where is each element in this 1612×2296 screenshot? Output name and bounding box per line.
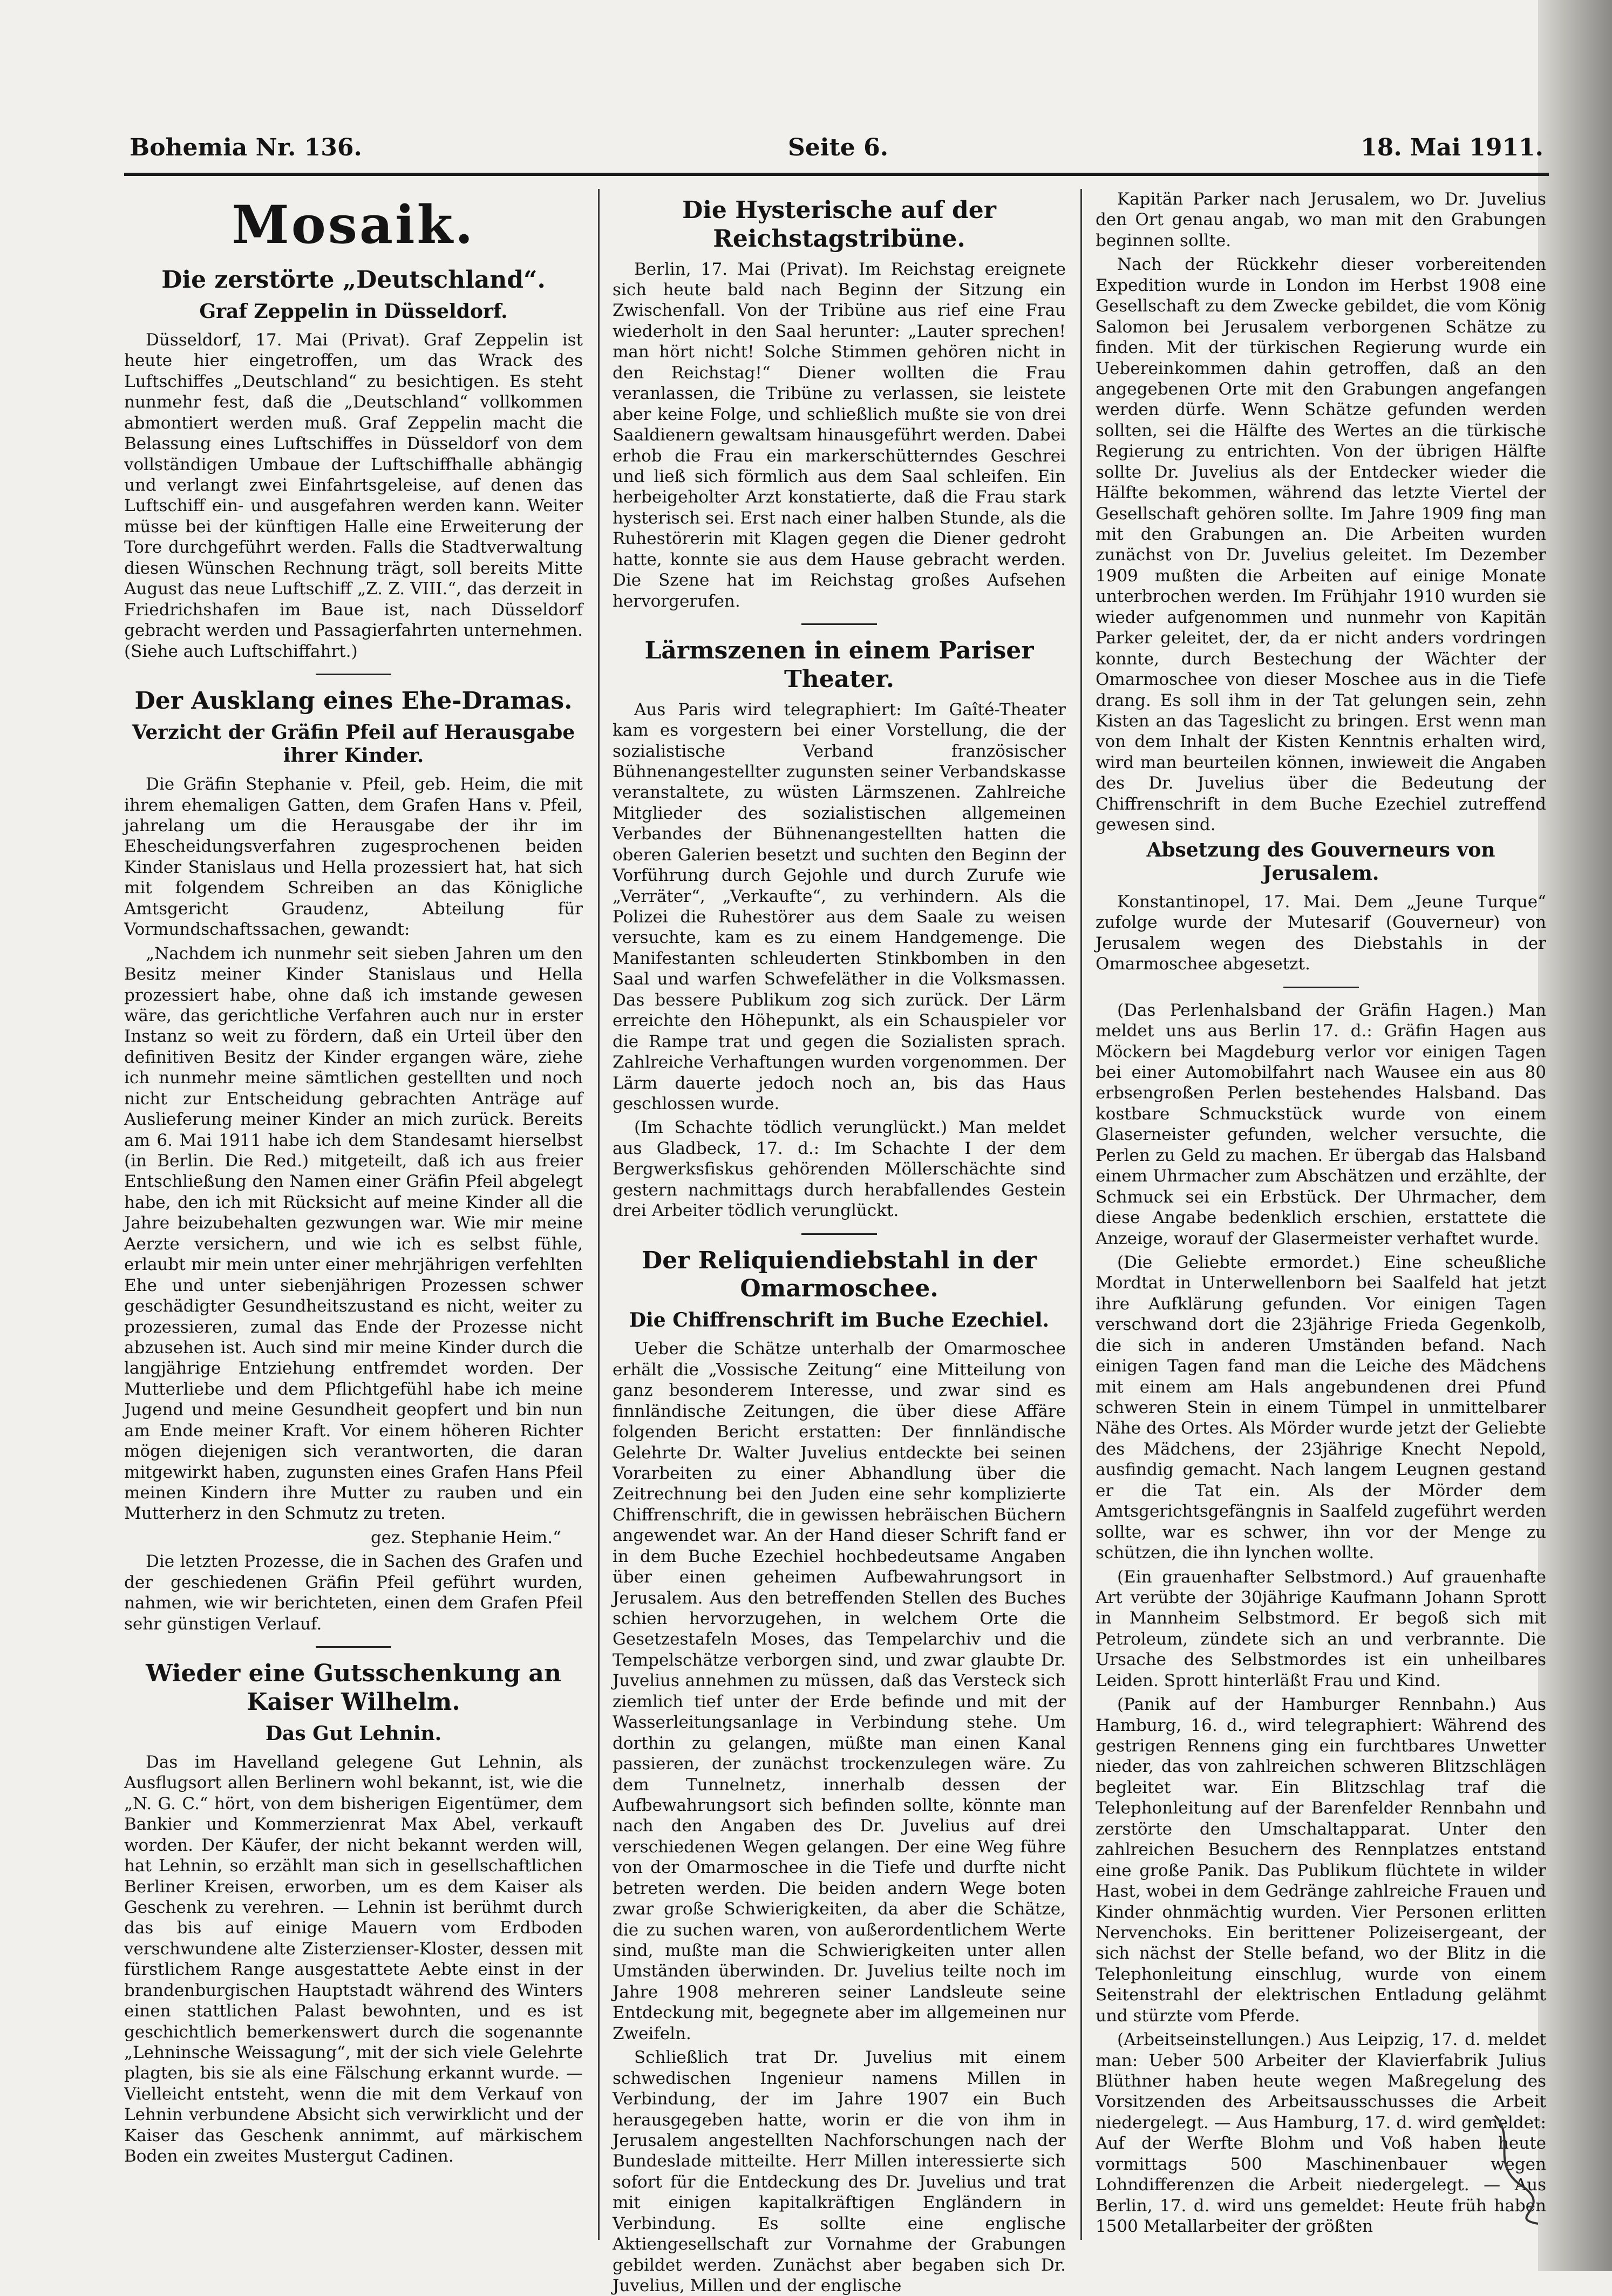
article-body: Kapitän Parker nach Jerusalem, wo Dr. Juvelius den Ort genau angab, wo man mit den Grabungen beginnen sollte. — [1096, 189, 1546, 250]
article-subtitle: Verzicht der Gräfin Pfeil auf Herausgabe ihrer Kinder. — [132, 721, 575, 767]
article-title: Der Reliquiendiebstahl in der Omarmoschee. — [642, 1246, 1037, 1303]
news-item: (Panik auf der Hamburger Rennbahn.) Aus Hamburg, 16. d., wird telegraphiert: Während des gestrigen Rennens ging ein furchtbares Unwetter nieder, das von zahlreichen schweren Blitzschlägen begleitet war. Ein Blitzschlag traf die Telephonleitung auf der Barenfelder Rennbahn und zerstörte den Umschaltapparat. Unter den zahlreichen Besuchern des Rennplatzes entstand eine große Panik. Das Publikum flüchtete in wilder Hast, wobei in dem Gedränge zahlreiche Frauen und Kinder ohnmächtig wurden. Vier Personen erlitten Nervenchoks. Ein berittener Polizeisergeant, der sich nächst der Stelle befand, wo der Blitz in die Telephonleitung einschlug, wurde von einem Seitenstrahl der elektrischen Entladung gelähmt und stürzte vom Pferde. — [1096, 1695, 1546, 2026]
article-title: Die zerstörte „Deutschland“. — [161, 266, 546, 294]
header-masthead: Bohemia Nr. 136. — [130, 134, 362, 161]
news-item: (Arbeitseinstellungen.) Aus Leipzig, 17. d. meldet man: Ueber 500 Arbeiter der Klavierfabrik Julius Blüthner haben heute wegen Maßregelung des Vorsitzenden des Arbeitsausschusses die Arbeit niedergelegt. — Aus Hamburg, 17. d. wird gemeldet: Auf der Werfte Blohm und Voß haben heute vormittags 500 Maschinenbauer wegen Lohndifferenzen die Arbeit niedergelegt. — Aus Berlin, 17. d. wird uns gemeldet: Heute früh haben 1500 Metallarbeiter der größten — [1096, 2030, 1546, 2237]
article-body: Das im Havelland gelegene Gut Lehnin, als Ausflugsort allen Berlinern wohl bekannt, ist, wie die „N. G. C.“ hört, von dem bisherigen Eigentümer, dem Bankier und Kommerzienrat Max Abel, verkauft worden. Der Käufer, der nicht bekannt werden will, hat Lehnin, so erzählt man sich in gesellschaftlichen Berliner Kreisen, erworben, um es dem Kaiser als Geschenk zu verehren. — Lehnin ist berühmt durch das bis auf einige Mauern vom Erdboden verschwundene alte Zisterzienser-Kloster, dessen mit fürstlichem Range ausgestattete Aebte einst in der brandenburgischen Hauptstadt während des Winters einen stattlichen Palast bewohnten, und es ist geschichtlich bemerkenswert durch die sogenannte „Lehninsche Weissagung“, mit der sich viele Gelehrte plagten, bis sie als eine Fälschung erkannt wurde. — Vielleicht entsteht, wenn die mit dem Verkauf von Lehnin verbundene Absicht sich verwirklicht und der Kaiser das Geschenk annimmt, auf märkischem Boden ein zweites Mustergut Cadinen. — [124, 1752, 583, 2166]
article-body: Schließlich trat Dr. Juvelius mit einem schwedischen Ingenieur namens Millen in Verbindung, der im Jahre 1907 ein Buch herausgegeben hatte, worin er die von ihm in Jerusalem angestellten Nachforschungen nach der Bundeslade mitteilte. Herr Millen interessierte sich sofort für die Entdeckung des Dr. Juvelius und trat mit einigen kapitalkräftigen Engländern in Verbindung. Es sollte eine englische Aktiengesellschaft zur Vornahme der Grabungen gebildet werden. Zunächst aber begaben sich Dr. Juvelius, Millen und der englische — [613, 2048, 1066, 2296]
article-body: Konstantinopel, 17. Mai. Dem „Jeune Turque“ zufolge wurde der Mutesarif (Gouverneur) von Jerusalem wegen des Diebstahls in der Omarmoschee abgesetzt. — [1096, 892, 1546, 974]
article-body: Nach der Rückkehr dieser vorbereitenden Expedition wurde in London im Herbst 1908 eine Gesellschaft zu dem Zwecke gebildet, die vom König Salomon bei Jerusalem verborgenen Schätze zu finden. Mit der türkischen Regierung wurde ein Uebereinkommen dahin getroffen, daß an den angegebenen Orte mit den Grabungen angefangen werden dürfe. Wenn Schätze gefunden werden sollten, sei die Hälfte des Wertes an die türkische Regierung zu entrichten. Von der übrigen Hälfte sollte Dr. Juvelius als der Entdecker wieder die Hälfte bekommen, während das letzte Viertel der Gesellschaft gehören sollte. Im Jahre 1909 fing man mit den Grabungen an. Die Arbeiten wurden zunächst von Dr. Juvelius geleitet. Im Dezember 1909 mußten die Arbeiten auf einige Monate unterbrochen werden. Im Frühjahr 1910 wurden sie wieder aufgenommen und nunmehr von Kapitän Parker geleitet, der, da er nicht anders vordringen konnte, durch Bestechung der Wächter der Omarmoschee von dieser Moschee aus in die Tiefe drang. Es soll ihm in der Tat gelungen sein, zehn Kisten an das Tageslicht zu bringen. Erst wenn man von dem Inhalt der Kisten Kenntnis erhalten wird, wird man beurteilen können, inwieweit die Angaben des Dr. Juvelius über die Bedeutung der Chiffrenschrift in dem Buche Ezechiel zutreffend gewesen sind. — [1096, 255, 1546, 835]
article-body: Düsseldorf, 17. Mai (Privat). Graf Zeppelin ist heute hier eingetroffen, um das Wrack des Luftschiffes „Deutschland“ zu besichtigen. Es steht nunmehr fest, daß die „Deutschland“ vollkommen abmontiert werden muß. Graf Zeppelin macht die Belassung eines Luftschiffes in Düsseldorf von dem vollständigen Umbaue der Luftschiffhalle abhängig und verlangt zwei Einfahrtsgeleise, auf denen das Luftschiff ein- und ausgefahren werden kann. Weiter müsse bei der künftigen Halle eine Erweiterung der Tore durchgeführt werden. Falls die Stadtverwaltung diesen Wünschen Rechnung trägt, soll bereits Mitte August das neue Luftschiff „Z. Z. VIII.“, das derzeit in Friedrichshafen im Baue ist, nach Düsseldorf gebracht werden und Passagierfahrten unternehmen. (Siehe auch Luftschiffahrt.) — [124, 330, 583, 661]
divider — [316, 1646, 391, 1648]
column-rule — [1080, 189, 1082, 2240]
article-title: Lärmszenen in einem Pariser Theater. — [644, 637, 1034, 693]
column-2 — [613, 189, 1066, 2296]
article-body: Berlin, 17. Mai (Privat). Im Reichstag ereignete sich heute bald nach Beginn der Sitzung ein Zwischenfall. Von der Tribüne aus rief eine Frau wiederholt in den Saal herunter: „Lauter sprechen! man hört nicht! Solche Stimmen gehören nicht in den Reichstag!“ Diener wollten die Frau veranlassen, die Tribüne zu verlassen, sie leistete aber keine Folge, und schließlich mußte sie von drei Saaldienern gewaltsam hinausgeführt werden. Dabei erhob die Frau ein markerschütterndes Geschrei und ließ sich förmlich aus dem Saal schleifen. Ein herbeigeholter Arzt konstatierte, daß die Frau stark hysterisch sei. Erst nach einer halben Stunde, als die Ruhestörerin mit Klagen gegen die Diener gedroht hatte, konnte sie aus dem Hause gebracht werden. Die Szene hat im Reichstag großes Aufsehen hervorgerufen. — [613, 259, 1066, 611]
newspaper-page — [124, 124, 1549, 2296]
signature: gez. Stephanie Heim.“ — [370, 1527, 561, 1547]
article-subtitle: Das Gut Lehnin. — [265, 1722, 442, 1745]
article-body: Aus Paris wird telegraphiert: Im Gaîté-Theater kam es vorgestern bei einer Vorstellung, die der sozialistische Verband französischer Bühnenangestellter zugunsten seiner Verbandskasse veranstaltete, zu wüsten Lärmszenen. Zahlreiche Mitglieder des sozialistischen allgemeinen Verbandes der Bühnenangestellten hatten die oberen Galerien besetzt und suchten den Beginn der Vorführung durch Gejohle und durch Zurufe wie „Verräter“, „Verkaufte“, zu verhindern. Als die Polizei die Ruhestörer aus dem Saale zu weisen versuchte, kam es zu einem Handgemenge. Die Manifestanten schleuderten Stinkbomben in den Saal und warfen Schwefeläther in die Volksmassen. Das bessere Publikum zog sich zurück. Der Lärm erreichte den Höhepunkt, als ein Schauspieler vor die Rampe trat und gegen die Sozialisten sprach. Zahlreiche Verhaftungen wurden vorgenommen. Der Lärm dauerte jedoch noch an, bis das Haus geschlossen wurde. — [613, 699, 1066, 1113]
handwritten-mark — [1484, 2105, 1549, 2229]
article-body: Ueber die Schätze unterhalb der Omarmoschee erhält die „Vossische Zeitung“ eine Mitteilung von ganz besonderem Interesse, und zwar sind es finnländische Zeitungen, die über diese Affäre folgenden Bericht erstatten: Der finnländische Gelehrte Dr. Walter Juvelius entdeckte bei seinen Vorarbeiten zu einer Abhandlung über die Zeitrechnung bei den Juden eine sehr komplizierte Chiffrenschrift, die in gewissen hebräischen Büchern angewendet war. An der Hand dieser Schrift fand er in dem Buche Ezechiel hochbedeutsame Angaben über einen geheimen Aufbewahrungsort in Jerusalem. Aus den betreffenden Stellen des Buches schien hervorzugehen, in welchem Orte die Gesetzestafeln Moses, das Tempelarchiv und die Tempelschätze verborgen sind, und zwar glaubte Dr. Juvelius annehmen zu müssen, daß das Versteck sich ziemlich tief unter der Erde befinde und mit der Wasserleitungsanlage in Verbindung stehe. Um dorthin zu gelangen, müßte man einen Kanal passieren, der zunächst trockenzulegen wäre. Zu dem Tunnelnetz, innerhalb dessen der Aufbewahrungsort sich befinden sollte, könnte man nach den Angaben des Dr. Juvelius auf drei verschiedenen Wegen gelangen. Der eine Weg führe von der Omarmoschee in die Tiefe und durfte nicht betreten werden. Die beiden andern Wege boten zwar große Schwierigkeiten, da aber die Schätze, die zu suchen waren, von außerordentlichem Werte sind, mußte man die Schwierigkeiten unter allen Umständen überwinden. Dr. Juvelius teilte noch im Jahre 1908 mehreren seiner Landsleute seine Entdeckung mit, begegnete aber im allgemeinen nur Zweifeln. — [613, 1339, 1066, 2043]
header-page-number: Seite 6. — [788, 134, 889, 161]
section-title: Mosaik. — [232, 194, 475, 255]
column-3 — [1096, 189, 1546, 2240]
divider — [801, 623, 877, 625]
news-item: (Die Geliebte ermordet.) Eine scheußliche Mordtat in Unterwellenborn bei Saalfeld hat jetzt ihre Aufklärung gefunden. Vor einigen Tagen verschwand dort die 23jährige Frieda Gegenkolb, die sich in anderen Umständen befand. Nach einigen Tagen fand man die Leiche des Mädchens mit einem am Hals angebundenen drei Pfund schweren Stein in einem Tümpel in unmittelbarer Nähe des Ortes. Als Mörder wurde jetzt der Geliebte des Mädchens, der 23jährige Knecht Nepold, ausfindig gemacht. Nach langem Leugnen gestand er die Tat ein. Als der Mörder dem Amtsgerichtsgefängnis in Saalfeld zugeführt werden sollte, war es schwer, ihn vor der Menge zu schützen, die ihn lynchen wollte. — [1096, 1252, 1546, 1563]
column-rule — [598, 189, 600, 2240]
article-subtitle: Graf Zeppelin in Düsseldorf. — [199, 300, 508, 323]
article-title: Die Hysterische auf der Reichstagstribüne. — [682, 196, 996, 253]
divider — [1283, 987, 1359, 988]
column-1 — [124, 189, 583, 2240]
article-body: „Nachdem ich nunmehr seit sieben Jahren um den Besitz meiner Kinder Stanislaus und Hella prozessiert habe, ohne daß ich imstande gewesen wäre, das gerichtliche Verfahren auch nur in erster Instanz so weit zu fördern, daß ein Urteil über den definitiven Besitz der Kinder ergangen wäre, ziehe ich nunmehr meine sämtlichen gestellten und noch nicht zur Entscheidung gebrachten Anträge auf Auslieferung meiner Kinder an mich zurück. Bereits am 6. Mai 1911 habe ich dem Standesamt hierselbst (in Berlin. Die Red.) mitgeteilt, daß ich aus freier Entschließung den Namen einer Gräfin Pfeil abgelegt habe, den ich mit Rücksicht auf meine Kinder all die Jahre beizubehalten gezwungen war. Wie mir meine Aerzte versichern, und wie ich es selbst fühle, erlaubt mir mein unter einer mehrjährigen verfehlten Ehe und unter siebenjährigen Prozessen schwer geschädigter Gesundheitszustand es nicht, weiter zu prozessieren, zumal das Ende der Prozesse nicht abzusehen ist. Auch sind mir meine Kinder durch die langjährige Entziehung entfremdet worden. Der Mutterliebe und dem Pflichtgefühl habe ich meine Jugend und meine Gesundheit geopfert und bin nun am Ende meiner Kraft. Vor einem höheren Richter mögen diejenigen sich verantworten, die daran mitgewirkt haben, zugunsten eines Grafen Hans Pfeil meinen Kindern ihre Mutter zu rauben und ein Mutterherz in den Schmutz zu treten. — [124, 943, 583, 1524]
divider — [801, 1233, 877, 1235]
article-subtitle: Die Chiffrenschrift im Buche Ezechiel. — [629, 1309, 1050, 1332]
news-item: (Das Perlenhalsband der Gräfin Hagen.) Man meldet uns aus Berlin 17. d.: Gräfin Hagen aus Möckern bei Magdeburg verlor vor einigen Tagen bei einer Automobilfahrt nach Wausee ein aus 80 erbsengroßen Perlen bestehendes Halsband. Das kostbare Schmuckstück wurde von einem Glaserneister gefunden, welcher versuchte, die Perlen zu Geld zu machen. Er übergab das Halsband einem Uhrmacher zum Abschätzen und erzählte, der Schmuck sei ein Erbstück. Der Uhrmacher, dem diese Angabe bedenklich erschien, erstattete die Anzeige, worauf der Glasermeister verhaftet wurde. — [1096, 1000, 1546, 1248]
scan-edge — [1538, 0, 1612, 2271]
header-date: 18. Mai 1911. — [1361, 134, 1543, 161]
article-title: Absetzung des Gouverneurs von Jerusalem. — [1146, 838, 1495, 885]
news-item: (Ein grauenhafter Selbstmord.) Auf grauenhafte Art verübte der 30jährige Kaufmann Johann Sprott in Mannheim Selbstmord. Er begoß sich mit Petroleum, zündete sich an und verbrannte. Die Ursache des Selbstmordes ist ein unheilbares Leiden. Sprott hinterläßt Frau und Kind. — [1096, 1567, 1546, 1690]
page-header — [124, 124, 1549, 176]
news-item: (Im Schachte tödlich verunglückt.) Man meldet aus Gladbeck, 17. d.: Im Schachte I der dem Bergwerksfiskus gehörenden Möllerschächte sind gestern nachmittags durch herabfallendes Gestein drei Arbeiter tödlich verunglückt. — [613, 1118, 1066, 1221]
article-body: Die Gräfin Stephanie v. Pfeil, geb. Heim, die mit ihrem ehemaligen Gatten, dem Grafen Hans v. Pfeil, jahrelang um die Herausgabe der ihr im Ehescheidungsverfahren zugesprochenen beiden Kinder Stanislaus und Hella prozessiert hat, hat sich mit folgendem Schreiben an das Königliche Amtsgericht Graudenz, Abteilung für Vormundschaftssachen, gewandt: — [124, 775, 583, 940]
article-title: Wieder eine Gutsschenkung an Kaiser Wilhelm. — [146, 1660, 561, 1716]
article-body: Die letzten Prozesse, die in Sachen des Grafen und der geschiedenen Gräfin Pfeil geführt wurden, nahmen, wie wir berichteten, einen dem Grafen Pfeil sehr günstigen Verlauf. — [124, 1552, 583, 1634]
article-title: Der Ausklang eines Ehe-Dramas. — [134, 687, 573, 715]
divider — [316, 674, 391, 675]
